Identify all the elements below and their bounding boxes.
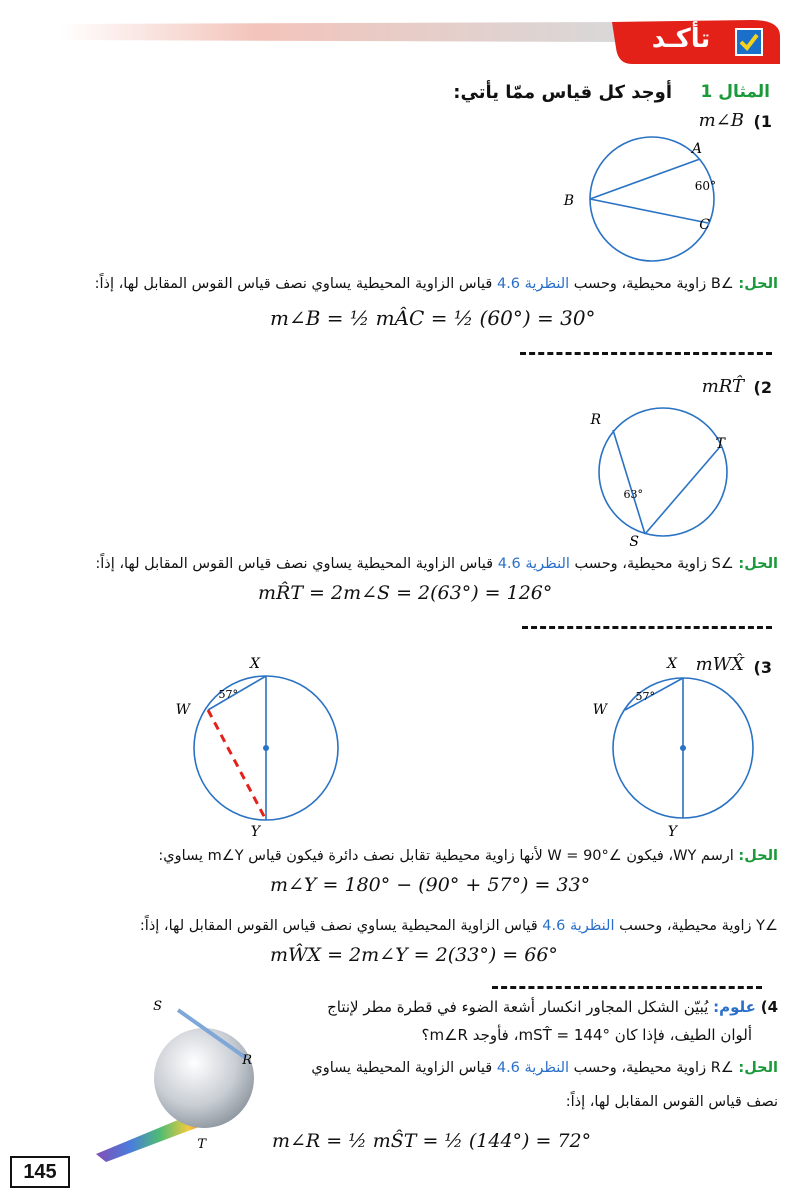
q2-figure	[585, 400, 745, 548]
q4-theorem-word: النظرية	[524, 1060, 570, 1076]
q1-chord-bc	[590, 199, 708, 223]
q4-number: 4)	[760, 998, 778, 1016]
check-icon	[735, 28, 763, 56]
q2-circle	[599, 408, 727, 536]
q2-chord-st	[645, 448, 719, 534]
q1-chord-ba	[590, 159, 700, 199]
q2-divider	[522, 626, 772, 629]
q3-figure-left	[175, 652, 350, 840]
raindrop-figure	[96, 990, 276, 1160]
q2-theorem-num: 4.6	[497, 556, 521, 572]
raindrop-label-t: T	[197, 1137, 206, 1152]
q3-right-center	[680, 745, 686, 751]
q1-sol-rest: قياس الزاوية المحيطية يساوي نصف قياس القوس المقابل لها، إذاً:	[94, 276, 493, 292]
q1-solution	[95, 276, 778, 292]
example-intro: أوجد كل قياس ممّا يأتي:	[453, 82, 672, 103]
q3-figure-right	[592, 652, 765, 840]
q1-theorem-word: النظرية	[524, 276, 570, 292]
q3-sol-label: الحل:	[738, 848, 778, 864]
q3-divider	[492, 986, 762, 989]
q4-solution	[311, 1060, 778, 1076]
q3-left-chord-wy	[208, 710, 266, 820]
q2-label-s: S	[629, 534, 639, 550]
q3-prompt: mWX̂	[695, 654, 744, 675]
raindrop-label-s: S	[153, 999, 162, 1014]
q4-sol-text: ∠R زاوية محيطية، وحسب	[573, 1060, 734, 1076]
q2-sol-text: ∠S زاوية محيطية، وحسب	[574, 556, 734, 572]
q2-label-r: R	[590, 412, 601, 428]
q1-sol-text: ∠B زاوية محيطية، وحسب	[573, 276, 734, 292]
q1-figure	[560, 135, 780, 265]
q1-sol-label: الحل:	[738, 276, 778, 292]
q2-prompt: mRT̂	[701, 376, 744, 397]
q2-label-t: T	[715, 436, 725, 452]
q2-equation: mR̂T = 2m∠S = 2(63°) = 126°	[258, 582, 553, 604]
q2-theorem-word: النظرية	[525, 556, 570, 572]
q1-number: (1	[753, 112, 772, 131]
q1-label-b: B	[563, 193, 574, 209]
q1-divider	[520, 352, 772, 355]
q3-theorem-num: 4.6	[542, 918, 566, 934]
q2-solution	[95, 556, 778, 572]
q1-label-c: C	[699, 217, 710, 233]
q3-right-label-w: W	[592, 702, 607, 718]
q4-line1	[327, 998, 778, 1016]
q1-label-a: A	[691, 141, 702, 157]
header-band	[60, 18, 620, 50]
page-number: 145	[10, 1156, 70, 1188]
raindrop-label-r: R	[242, 1053, 252, 1068]
q3-line2	[140, 918, 778, 934]
q4-sol-line2: نصف قياس القوس المقابل لها، إذاً:	[565, 1094, 778, 1110]
q4-text-1: يُبيّن الشكل المجاور انكسار أشعة الضوء في قطرة مطر لإنتاج	[327, 998, 709, 1016]
q3-line2-rest: قياس الزاوية المحيطية يساوي نصف قياس القوس المقابل لها، إذاً:	[139, 918, 538, 934]
q4-topic: علوم:	[713, 998, 756, 1016]
q3-left-label-x: X	[250, 656, 260, 672]
q3-theorem-word: النظرية	[569, 918, 615, 934]
q1-label-arc: 60°	[694, 179, 716, 193]
example-label: المثال 1	[700, 82, 770, 102]
q3-equation-1: m∠Y = 180° − (90° + 57°) = 33°	[270, 874, 591, 896]
q2-label-angle: 63°	[623, 488, 643, 501]
q2-sol-rest: قياس الزاوية المحيطية يساوي نصف قياس القوس المقابل لها، إذاً:	[95, 556, 494, 572]
q1-prompt: m∠B	[698, 110, 744, 131]
q4-sol-rest: قياس الزاوية المحيطية يساوي	[311, 1060, 493, 1076]
q3-solution	[158, 848, 778, 864]
q4-equation: m∠R = ½ mŜT = ½ (144°) = 72°	[272, 1130, 592, 1152]
q2-sol-label: الحل:	[738, 556, 778, 572]
q3-left-label-w: W	[175, 702, 190, 718]
q3-line2-text: ∠Y زاوية محيطية، وحسب	[619, 918, 778, 934]
q3-right-label-angle: 57°	[635, 690, 655, 703]
q1-equation: m∠B = ½ mÂC = ½ (60°) = 30°	[270, 306, 596, 330]
q3-equation-2: mŴX = 2m∠Y = 2(33°) = 66°	[270, 944, 558, 966]
q1-theorem-num: 4.6	[496, 276, 521, 292]
header-band-art	[60, 18, 620, 50]
q3-left-label-angle: 57°	[218, 688, 238, 701]
q3-sol-text: ارسم WY، فيكون ∠W = 90° لأنها زاوية محيطية تقابل نصف دائرة فيكون قياس m∠Y يساوي:	[158, 848, 734, 864]
q3-left-center	[263, 745, 269, 751]
raindrop-circle	[154, 1028, 254, 1128]
q3-right-label-x: X	[667, 656, 677, 672]
header-title: تأكـد	[651, 24, 711, 54]
q3-number: (3	[753, 658, 772, 677]
q2-number: (2	[753, 378, 772, 397]
q4-text-2: ألوان الطيف، فإذا كان mST̂ = 144°، فأوجد m∠R؟	[421, 1026, 752, 1044]
q4-theorem-num: 4.6	[496, 1060, 520, 1076]
q3-left-label-y: Y	[250, 824, 260, 840]
q3-right-label-y: Y	[667, 824, 677, 840]
q4-sol-label: الحل:	[738, 1060, 778, 1076]
